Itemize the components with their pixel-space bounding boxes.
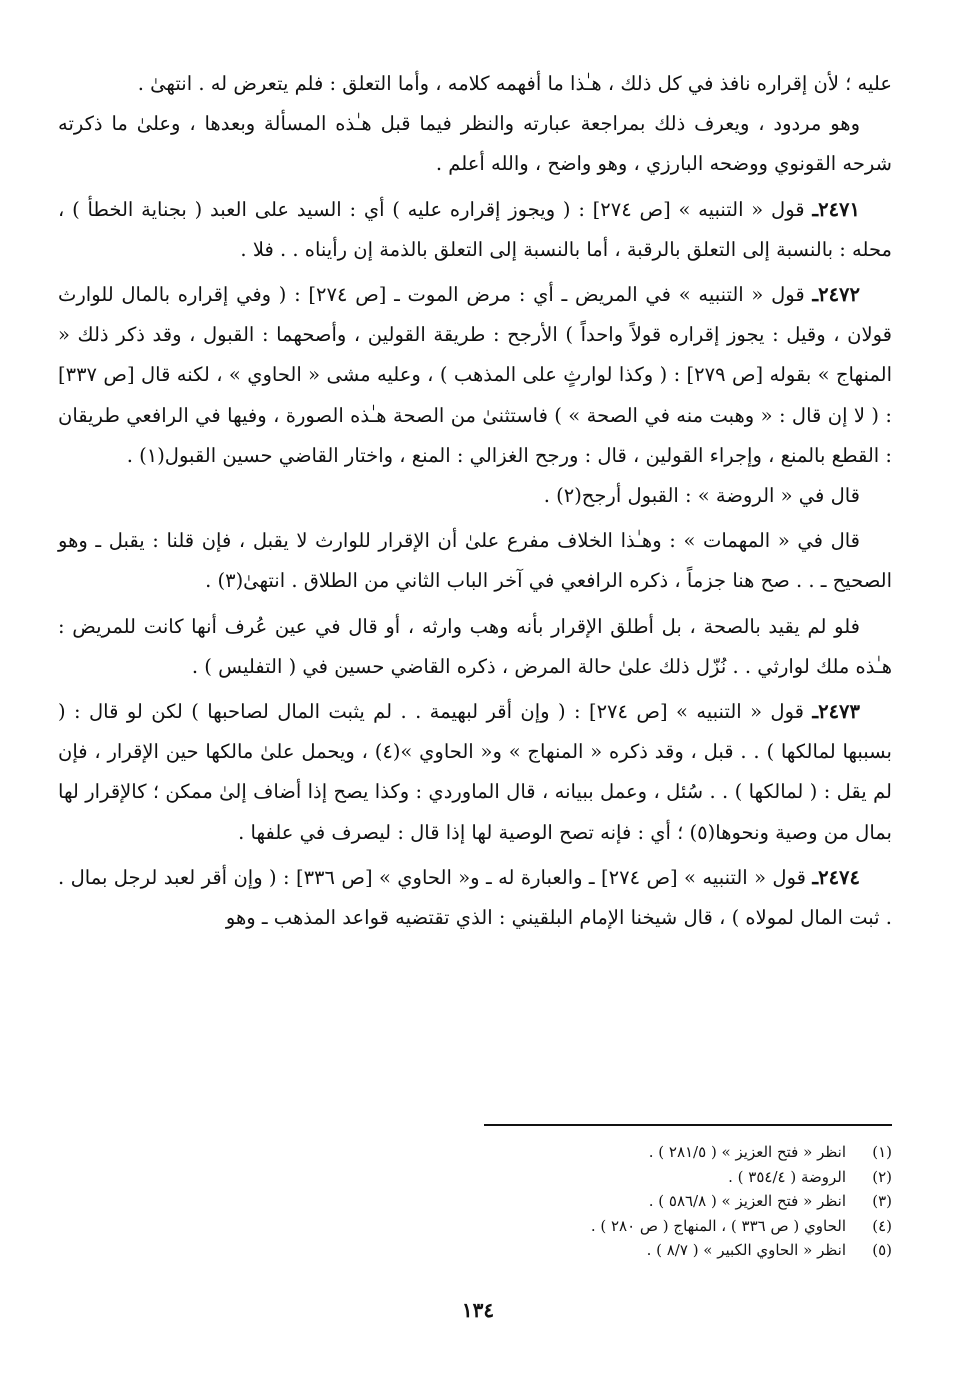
entry-paragraph: ٢٤٧٢ـ قول « التنبيه » في المريض ـ أي : مرض الموت ـ [ص ٢٧٤] : ( وفي إقراره بالمال للوارث قولان ، وقيل : يجوز إقراره قولاً واحداً ) الأرجح : طريقة القولين ، وأصحهما : القبول ، وقد ذكر ذلك « المنهاج » بقوله [ص ٢٧٩] : ( وكذا لوارثٍ على المذهب ) ، وعليه مشى « الحاوي » ، لكنه قال [ص ٣٣٧] : ( لا إن قال : « وهبت منه في الصحة » ) فاستثنىٰ من الصحة هـٰذه الصورة ، وفيها في الرافعي طريقان : القطع بالمنع ، وإجراء القولين ، قال : ورجح الغزالي : المنع ، واختار القاضي حسين القبول(١) . [58, 283, 893, 467]
footnote-text: الروضة ( ٣٥٤/٤ ) . [728, 1167, 846, 1186]
footnote-mark: (٣) [872, 1192, 892, 1211]
entry-paragraph: ٢٤٧١ـ قول « التنبيه » [ص ٢٧٤] : ( ويجوز إقراره عليه ) أي : السيد على العبد ( بجناية الخطأ ) ، محله : بالنسبة إلى التعلق بالرقبة ، أما بالنسبة إلى التعلق بالذمة إن رأيناه . . فلا . [58, 197, 892, 261]
entry-paragraph: ٢٤٧٤ـ قول « التنبيه » [ص ٢٧٤] ـ والعبارة له ـ و« الحاوي » [ص ٣٣٦] : ( وإن أقر لعبد لرجل بمال . . ثبت المال لمولاه ) ، قال شيخنا الإمام البلقيني : الذي تقتضيه قواعد المذهب ـ وهو [58, 865, 892, 930]
entry-number: ٢٤٧٤ـ [812, 865, 861, 889]
footnote-mark: (٤) [872, 1216, 892, 1235]
footnote-text: انظر « الحاوي الكبير » ( ٨/٧ ) . [646, 1241, 846, 1260]
entry-paragraph: ٢٤٧٣ـ قول « التنبيه » [ص ٢٧٤] : ( وإن أقر لبهيمة . . لم يثبت المال لصاحبها ) لكن لو قال : ( بسببها لمالكها ) . . قبل ، وقد ذكره « المنهاج » و« الحاوي »(٤) ، ويحمل علىٰ مالكها حين الإقرار ، فإن لم يقل : ( لمالكها ) . . سُئل ، وعمل ببيانه ، قال الماوردي : وكذا يصح إذا أضاف إلىٰ ممكن ؛ كالإقرار لها بمال من وصية ونحوها(٥) ؛ أي : فإنه تصح الوصية لها إذا قال : ليصرف في علفها . [58, 700, 892, 844]
footnote-text: الحاوي ( ص ٣٣٦ ) ، المنهاج ( ص ٢٨٠ ) . [590, 1216, 846, 1235]
footnote [192, 1189, 892, 1214]
paragraph: وهو مردود ، ويعرف ذلك بمراجعة عبارته والنظر فيما قبل هـٰذه المسألة وبعدها ، وعلىٰ ما ذكرته شرحه القونوي ووضحه البارزي ، وهو واضح ، والله أعلم . [58, 112, 892, 176]
main-text [58, 64, 892, 938]
footnote-mark: (١) [872, 1143, 892, 1161]
footnote-mark: (٢) [872, 1167, 892, 1186]
footnote-text: انظر « فتح العزيز » ( ٥٨٦/٨ ) . [648, 1192, 846, 1211]
entry-number: ٢٤٧٢ـ [812, 283, 861, 307]
entry-number: ٢٤٧١ـ [812, 197, 861, 221]
page-number: ١٣٤ [461, 1298, 495, 1322]
footnote [192, 1165, 892, 1190]
paragraph-continuation: عليه ؛ لأن إقراره نافذ في كل ذلك ، هـٰذا ما أفهمه كلامه ، وأما التعلق : فلم يتعرض له . انتهىٰ . [137, 72, 892, 95]
footnote-text: انظر « فتح العزيز » ( ٢٨١/٥ ) . [648, 1143, 846, 1161]
paragraph: قال في « الروضة » : القبول أرجح(٢) . [543, 484, 860, 508]
footnote [192, 1140, 892, 1165]
footnote-mark: (٥) [872, 1241, 892, 1260]
footnote [192, 1238, 892, 1263]
footnote-separator [484, 1124, 892, 1126]
entry-number: ٢٤٧٣ـ [812, 700, 861, 724]
paragraph: قال في « المهمات » : وهـٰذا الخلاف مفرع علىٰ أن الإقرار للوارث لا يقبل ، فإن قلنا : يقبل ـ وهو الصحيح ـ . . صح هنا جزماً ، ذكره الرافعي في آخر الباب الثاني من الطلاق . انتهىٰ(٣) . [58, 529, 892, 593]
footnotes [192, 1140, 892, 1263]
paragraph: فلو لم يقيد بالصحة ، بل أطلق الإقرار بأنه وهب وارثه ، أو قال في عين عُرف أنها كانت للمريض : هـٰذه ملك لوارثي . . نُزّل ذلك علىٰ حالة المرض ، ذكره القاضي حسين في ( التفليس ) . [58, 614, 892, 678]
footnote [192, 1214, 892, 1239]
